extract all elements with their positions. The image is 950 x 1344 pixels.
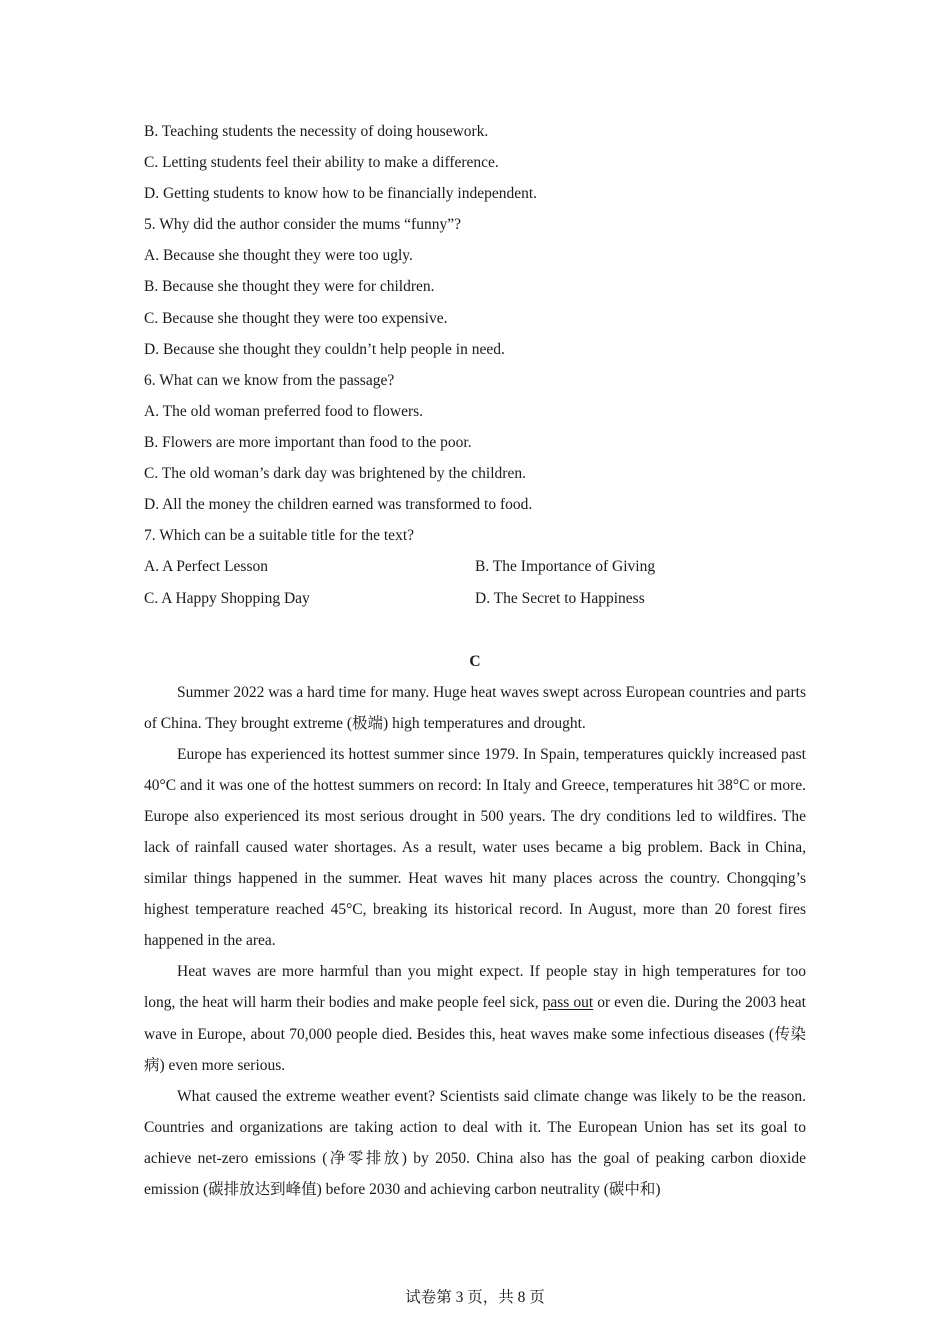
page-footer: 试卷第 3 页，共 8 页	[405, 1289, 545, 1306]
option-5b: B. Because she thought they were for children.	[144, 278, 435, 296]
q7-options-row-1	[144, 551, 806, 583]
question-6: 6. What can we know from the passage?	[144, 371, 395, 389]
option-6d: D. All the money the children earned was transformed to food.	[144, 496, 533, 514]
option-7a: A. A Perfect Lesson	[144, 558, 268, 576]
section-heading: C	[469, 652, 481, 670]
paragraph-3-start: Heat waves are more harmful than you might expect. If people stay in high temperatures for too long, the heat will harm their bodies and make people feel sick,	[144, 963, 806, 1012]
underlined-phrase: pass out	[542, 994, 594, 1012]
page-content	[144, 116, 806, 1205]
option-5c: C. Because she thought they were too expensive.	[144, 309, 448, 327]
q7-options-row-2	[144, 583, 806, 615]
question-7: 7. Which can be a suitable title for the text?	[144, 527, 415, 545]
question-5: 5. Why did the author consider the mums “funny”?	[144, 216, 461, 234]
option-4c: C. Letting students feel their ability to make a difference.	[144, 154, 499, 172]
option-4d: D. Getting students to know how to be financially independent.	[144, 185, 538, 203]
option-6a: A. The old woman preferred food to flowers.	[144, 402, 424, 420]
option-7b: B. The Importance of Giving	[475, 558, 656, 576]
passage-paragraph-3	[144, 956, 806, 1080]
option-5a: A. Because she thought they were too ugly.	[144, 247, 413, 265]
passage-paragraph-4: What caused the extreme weather event? Scientists said climate change was likely to be the reason. Countries and organizations are taking action to deal with it. The European Union has set its goal to achieve net-zero emissions (净零排放) by 2050. China also has the goal of peaking carbon dioxide emission (碳排放达到峰值) before 2030 and achieving carbon neutrality (碳中和)	[144, 1087, 806, 1198]
option-6b: B. Flowers are more important than food to the poor.	[144, 433, 472, 451]
option-7c: C. A Happy Shopping Day	[144, 589, 310, 607]
option-6c: C. The old woman’s dark day was brightened by the children.	[144, 465, 526, 483]
option-7d: D. The Secret to Happiness	[475, 589, 645, 607]
passage-paragraph-2: Europe has experienced its hottest summer since 1979. In Spain, temperatures quickly increased past 40°C and it was one of the hottest summers on record: In Italy and Greece, temperatures hit 38°C or more. Europe also experienced its most serious drought in 500 years. The dry conditions led to wildfires. The lack of rainfall caused water shortages. As a result, water uses became a big problem. Back in China, similar things happened in the summer. Heat waves hit many places across the country. Chongqing’s highest temperature reached 45°C, breaking its historical record. In August, more than 20 forest fires happened in the area.	[144, 745, 806, 950]
passage-paragraph-1: Summer 2022 was a hard time for many. Huge heat waves swept across European countries and parts of China. They brought extreme (极端) high temperatures and drought.	[144, 683, 806, 732]
paragraph-3-end: or even die. During the 2003 heat wave in Europe, about 70,000 people died. Besides this, heat waves make some infectious diseases (传染病) even more serious.	[144, 994, 806, 1074]
option-5d: D. Because she thought they couldn’t help people in need.	[144, 340, 505, 358]
option-4b: B. Teaching students the necessity of doing housework.	[144, 123, 489, 140]
